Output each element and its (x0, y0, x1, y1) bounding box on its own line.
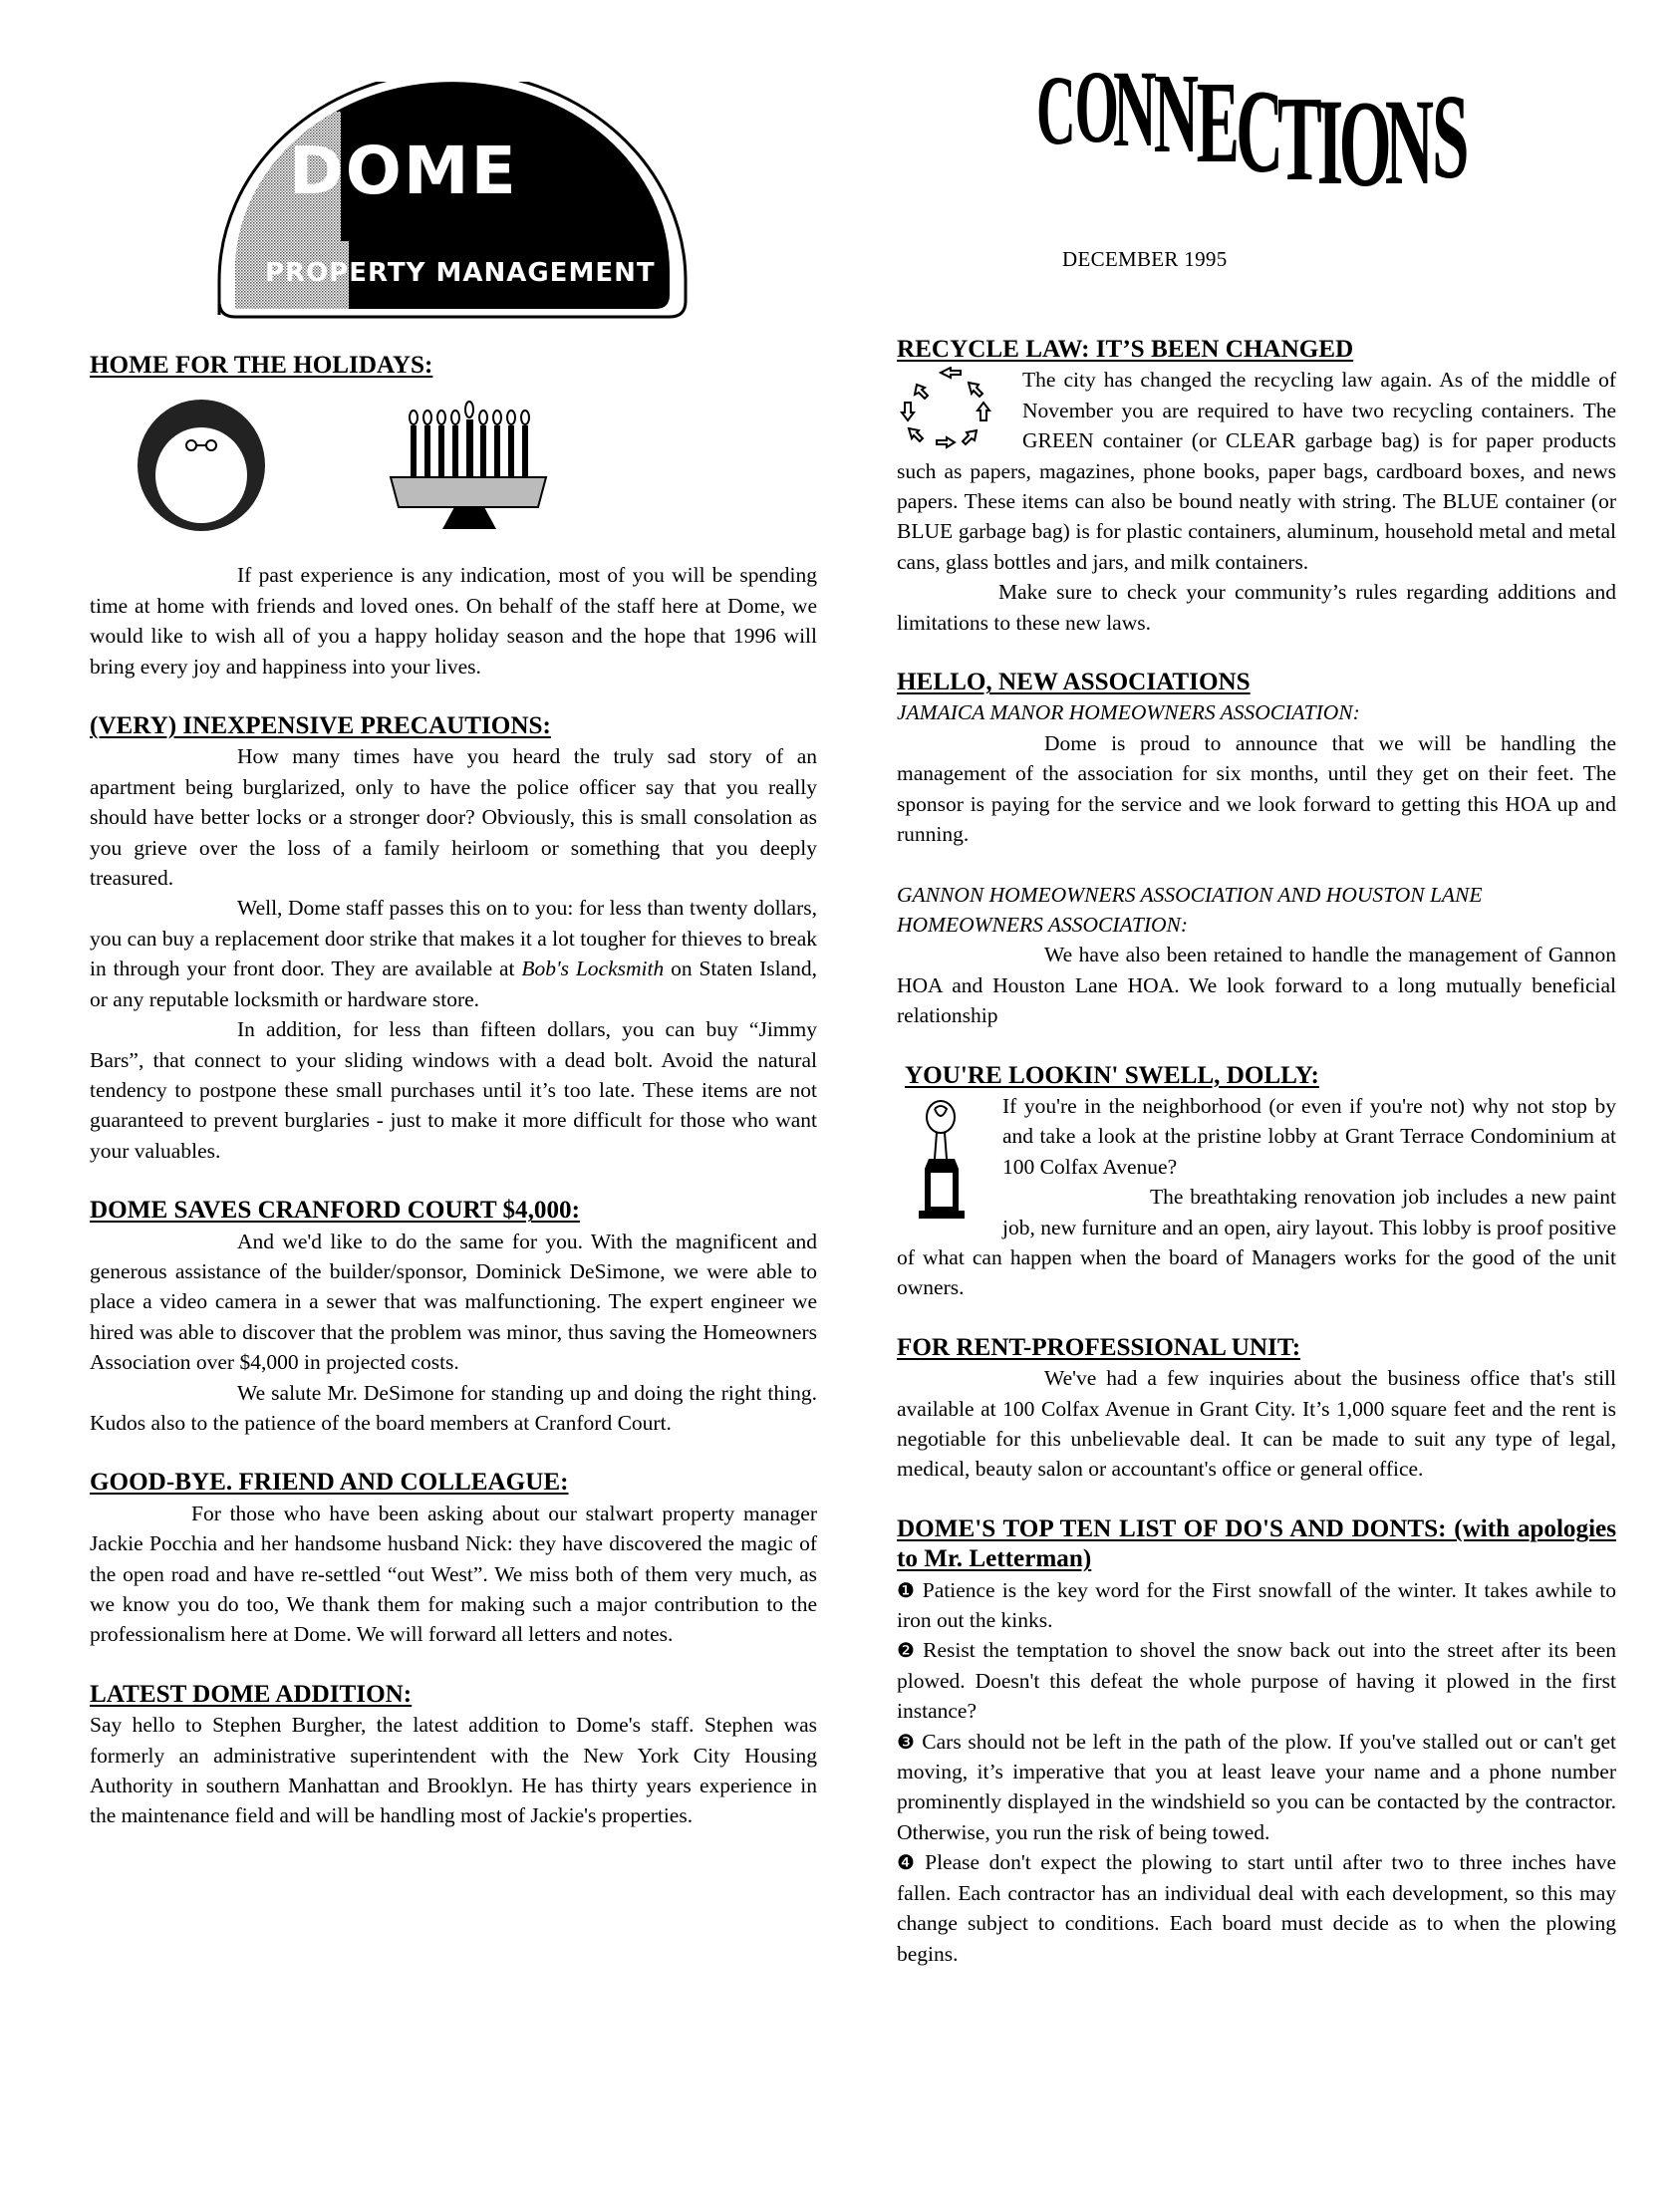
top-ten-list (897, 1575, 1616, 1969)
svg-text:N: N (1384, 73, 1435, 205)
kinara-icon (389, 396, 558, 535)
svg-text:O: O (1338, 75, 1392, 205)
right-column (897, 0, 1616, 1969)
goodbye-p1: For those who have been asking about our stalwart property manager Jackie Pocchia and her handsome husband Nick: they have discovered the magic of the open road and have re-settled “out West”. We miss both of them very much, as we know you do too, We thank them for making such a major contribution to the professionalism here at Dome. We will forward all letters and notes. (90, 1501, 817, 1647)
recycle-arrows-icon (897, 367, 996, 450)
addition-p1: Say hello to Stephen Burgher, the latest addition to Dome's staff. Stephen was formerly an administrative superintendent with the New York City Housing Authority in southern Manhattan and Brooklyn. He has thirty years experience in the maintenance field and will be handling most of Jackie's properties. (90, 1713, 817, 1828)
svg-text:N: N (1113, 66, 1157, 170)
item-number: ❶ (897, 1577, 917, 1602)
list-item (897, 1575, 1616, 1636)
item-number: ❸ (897, 1729, 917, 1754)
item-number: ❷ (897, 1638, 918, 1663)
list-item (897, 1847, 1616, 1969)
precautions-p2-text-end: on Staten Island, or any reputable locksmith or hardware store. (90, 957, 817, 1011)
logo-tagline: PROPERTY MANAGEMENT (265, 258, 656, 288)
item-text: Patience is the key word for the First snowfall of the winter. It takes awhile to iron out the kinks. (897, 1577, 1616, 1633)
item-number: ❹ (897, 1850, 920, 1875)
svg-text:T: T (1277, 72, 1322, 205)
store-name: Bob's Locksmith (521, 957, 665, 981)
subheading-jamaica-manor: JAMAICA MANOR HOMEOWNERS ASSOCIATION: (897, 700, 1360, 725)
list-item (897, 1727, 1616, 1848)
santa-icon (134, 398, 269, 533)
svg-text:C: C (1236, 66, 1283, 198)
cranford-p1: And we'd like to do the same for you. With the magnificent and generous assistance of the builder/sponsor, Dominick DeSimone, we were able to place a video camera in a sewer that was malfunctioning. The expert engineer we hired was able to discover that the problem was minor, thus saving the Homeowners Association over $4,000 in projected costs. (90, 1229, 817, 1375)
precautions-p2-text: Well, Dome staff passes this on to you: for less than twenty dollars, you can buy a replacement door strike that makes it a lot tougher for thieves to break in through your front door. They are available at (90, 896, 817, 981)
holidays-body: If past experience is any indication, most of you will be spending time at home with friends and loved ones. On behalf of the staff here at Dome, we would like to wish all of you a happy holiday season and the hope that 1996 will bring every joy and happiness into your lives. (90, 563, 817, 679)
svg-text:I: I (1316, 73, 1344, 205)
list-item (897, 1635, 1616, 1726)
associations-p2: We have also been retained to handle the management of Gannon HOA and Houston Lane HOA. We look forward to a long mutually beneficial relationship (897, 943, 1616, 1028)
svg-text:N: N (1153, 66, 1199, 176)
svg-text:E: E (1196, 66, 1240, 188)
svg-text:S: S (1432, 70, 1470, 205)
left-column (90, 0, 817, 1831)
dolly-p2: The breathtaking renovation job includes a new paint job, new furniture and an open, airy layout. This lobby is proof positive of what can happen when the board of Managers works for the good of the unit owners. (897, 1185, 1616, 1300)
trophy-icon (907, 1099, 977, 1227)
item-text: Resist the temptation to shovel the snow back out into the street after its been plowed. Doesn't this defeat the whole purpose of having it plowed in the first instance? (897, 1638, 1616, 1724)
masthead-letter: C (1036, 66, 1076, 166)
heading-associations: HELLO, NEW ASSOCIATIONS (897, 669, 1251, 696)
precautions-p3: In addition, for less than fifteen dollars, you can buy “Jimmy Bars”, that connect to your sliding windows with a dead bolt. Avoid the natural tendency to postpone these small purchases until it’s too late. These items are not guaranteed to prevent burglaries - just to make it more difficult for those who want your valuables. (90, 1017, 817, 1163)
heading-rent: FOR RENT-PROFESSIONAL UNIT: (897, 1333, 1301, 1361)
recycle-p1: The city has changed the recycling law again. As of the middle of November you are required to have two recycling containers. The GREEN container (or CLEAR garbage bag) is for paper products such as papers, magazines, phone books, paper bags, cardboard boxes, and news papers. These items can also be bound neatly with string. The BLUE container (or BLUE garbage bag) is for plastic containers, aluminum, household metal and metal cans, glass bottles and jars, and milk containers. (897, 368, 1616, 574)
item-text: Please don't expect the plowing to start until after two to three inches have fallen. Each contractor has an individual deal with each development, so this may change subject to conditions. Each board must decide as to when the plowing begins. (897, 1850, 1617, 1966)
heading-recycle: RECYCLE LAW: IT’S BEEN CHANGED (897, 336, 1354, 363)
cranford-p2: We salute Mr. DeSimone for standing up and doing the right thing. Kudos also to the patience of the board members at Cranford Court. (90, 1380, 817, 1435)
svg-text:O: O (1074, 66, 1119, 165)
subheading-gannon-houston: GANNON HOMEOWNERS ASSOCIATION AND HOUSTON LANE HOMEOWNERS ASSOCIATION: (897, 882, 1483, 937)
precautions-p2 (90, 893, 817, 1014)
dolly-p1: If you're in the neighborhood (or even if you're not) why not stop by and take a look at the pristine lobby at Grant Terrace Condominium at 100 Colfax Avenue? (1002, 1093, 1616, 1179)
heading-precautions: (VERY) INEXPENSIVE PRECAUTIONS: (90, 712, 551, 740)
precautions-p1: How many times have you heard the truly sad story of an apartment being burglarized, only to have the police officer say that you really should have better locks or a stronger door? Obviously, this is small consolation as you grieve over the loss of a family heirloom or something that you deeply treasured. (90, 744, 817, 891)
issue-date: DECEMBER 1995 (1062, 247, 1228, 271)
rent-p1: We've had a few inquiries about the business office that's still available at 100 Colfax Avenue in Grant City. It’s 1,000 square feet and the rent is negotiable for this unbelievable deal. It can be made to suit any type of legal, medical, beauty salon or accountant's office or general office. (897, 1366, 1616, 1482)
heading-holidays: HOME FOR THE HOLIDAYS: (90, 352, 433, 379)
associations-p1: Dome is proud to announce that we will be handling the management of the association for six months, until they get on their feet. The sponsor is paying for the service and we look forward to getting this HOA up and running. (897, 730, 1616, 847)
recycle-p2: Make sure to check your community’s rules regarding additions and limitations to these new laws. (897, 580, 1616, 635)
heading-dolly: YOU'RE LOOKIN' SWELL, DOLLY: (905, 1061, 1319, 1089)
heading-cranford: DOME SAVES CRANFORD COURT $4,000: (90, 1197, 580, 1225)
heading-addition: LATEST DOME ADDITION: (90, 1680, 413, 1708)
heading-top-ten: DOME'S TOP TEN LIST OF DO'S AND DONTS: (with apologies to Mr. Letterman) (897, 1514, 1616, 1573)
logo-wordmark: DOME (289, 133, 518, 209)
item-text: Cars should not be left in the path of the plow. If you've stalled out or can't get moving, it’s imperative that you at least leave your name and a phone number prominently displayed in the windshield so you can be contacted by the contractor. Otherwise, you run the risk of being towed. (897, 1729, 1617, 1844)
heading-goodbye: GOOD-BYE. FRIEND AND COLLEAGUE: (90, 1469, 569, 1497)
holiday-art (90, 381, 817, 550)
